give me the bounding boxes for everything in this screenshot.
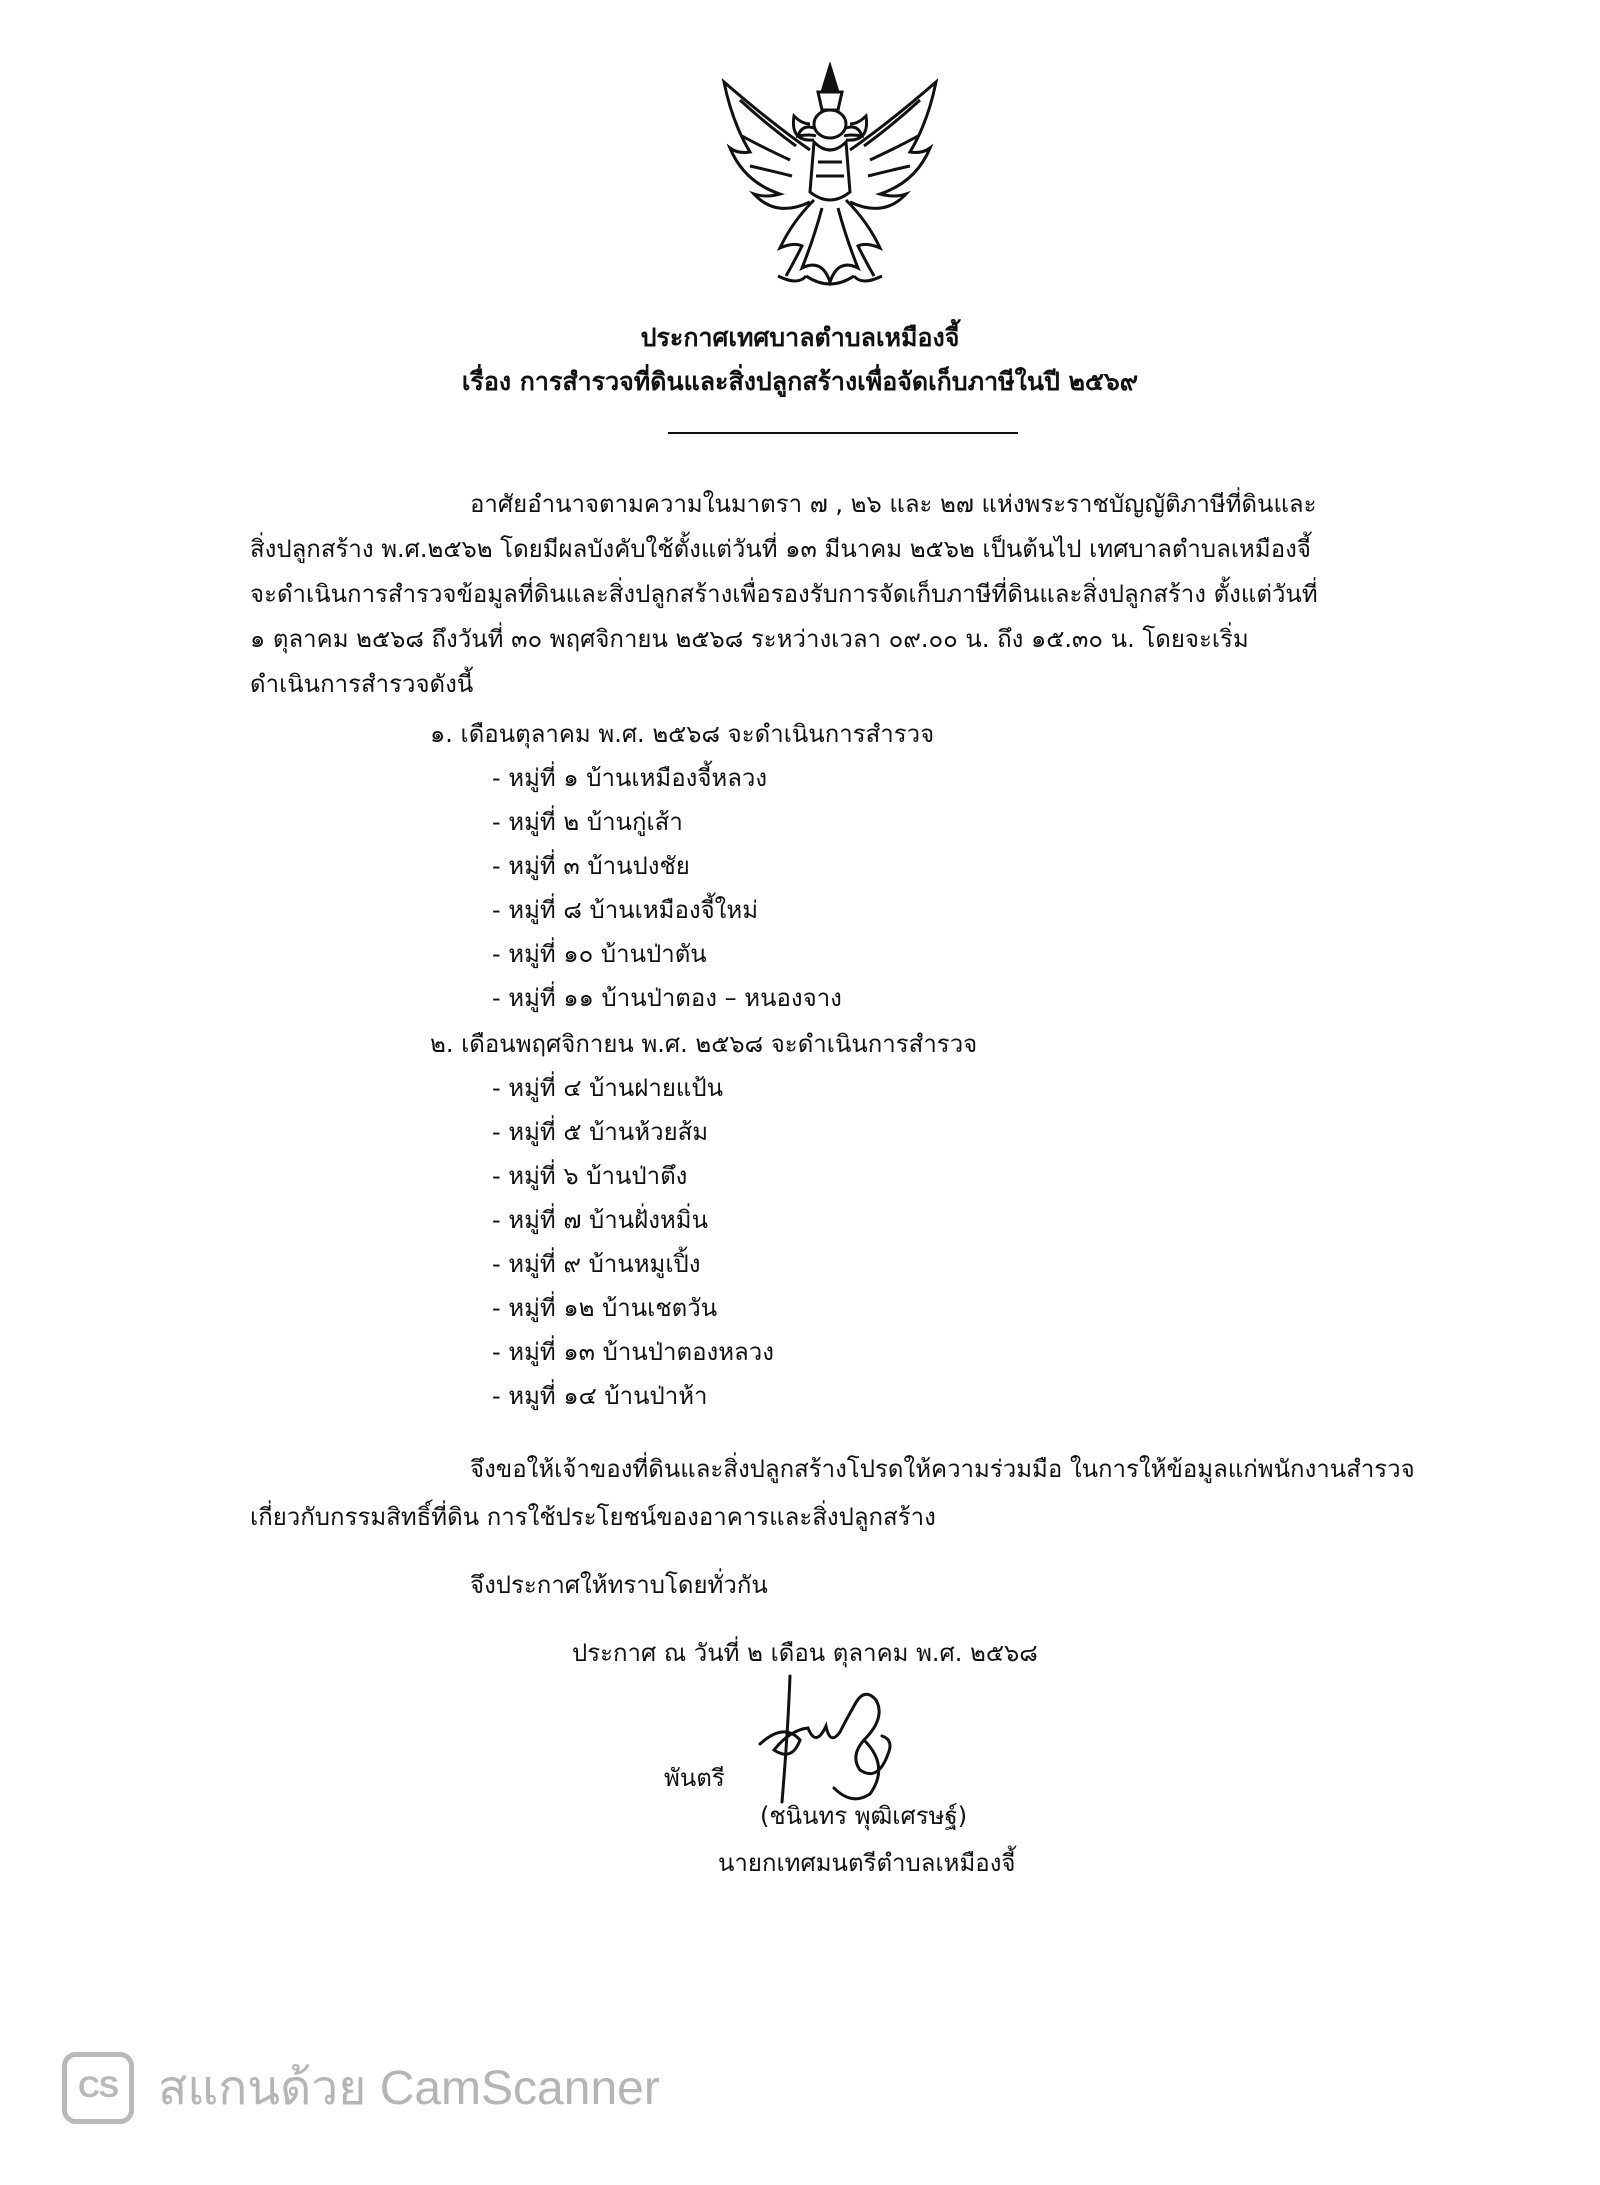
- village-list-item: - หมู่ที่ ๕ บ้านห้วยส้ม: [492, 1118, 709, 1146]
- intro-line: จะดำเนินการสำรวจข้อมูลที่ดินและสิ่งปลูกสร้างเพื่อรองรับการจัดเก็บภาษีที่ดินและสิ่งปลูกสร้าง ตั้งแต่วันที่: [250, 580, 1318, 608]
- intro-line: ๑ ตุลาคม ๒๕๖๘ ถึงวันที่ ๓๐ พฤศจิกายน ๒๕๖๘ ระหว่างเวลา ๐๙.๐๐ น. ถึง ๑๕.๓๐ น. โดยจะเริ่ม: [250, 625, 1249, 653]
- schedule-month-heading: ๒. เดือนพฤศจิกายน พ.ศ. ๒๕๖๘ จะดำเนินการสำรวจ: [430, 1030, 978, 1058]
- village-list-item: - หมู่ที่ ๑๑ บ้านป่าตอง – หนองจาง: [492, 984, 842, 1012]
- village-list-item: - หมู่ที่ ๑๐ บ้านป่าตัน: [492, 940, 707, 968]
- village-list-item: - หมู่ที่ ๑๒ บ้านเชตวัน: [492, 1294, 718, 1322]
- garuda-emblem-icon: [710, 62, 950, 297]
- village-list-item: - หมู่ที่ ๗ บ้านฝั่งหมิ่น: [492, 1206, 708, 1234]
- handwritten-signature: [730, 1670, 920, 1810]
- camscanner-watermark-text: สแกนด้วย CamScanner: [158, 2062, 660, 2115]
- signer-name: (ชนินทร พุฒิเศรษฐ์): [760, 1802, 968, 1830]
- village-list-item: - หมู่ที่ ๓ บ้านปงชัย: [492, 852, 690, 880]
- intro-line: ดำเนินการสำรวจดังนี้: [250, 670, 474, 698]
- village-list-item: - หมู่ที่ ๑๓ บ้านป่าตองหลวง: [492, 1338, 774, 1366]
- request-line: จึงขอให้เจ้าของที่ดินและสิ่งปลูกสร้างโปรดให้ความร่วมมือ ในการให้ข้อมูลแก่พนักงานสำรวจ: [470, 1455, 1415, 1483]
- schedule-month-heading: ๑. เดือนตุลาคม พ.ศ. ๒๕๖๘ จะดำเนินการสำรวจ: [430, 720, 935, 748]
- camscanner-logo-icon: CS: [62, 2052, 134, 2124]
- village-list-item: - หมู่ที่ ๖ บ้านป่าตึง: [492, 1162, 688, 1190]
- village-list-item: - หมู่ที่ ๘ บ้านเหมืองจี้ใหม่: [492, 896, 759, 924]
- intro-line: อาศัยอำนาจตามความในมาตรา ๗ , ๒๖ และ ๒๗ แห่งพระราชบัญญัติภาษีที่ดินและ: [470, 490, 1317, 518]
- announcement-date: ประกาศ ณ วันที่ ๒ เดือน ตุลาคม พ.ศ. ๒๕๖๘: [572, 1639, 1038, 1667]
- camscanner-watermark: [62, 2052, 660, 2124]
- village-list-item: - หมู่ที่ ๑ บ้านเหมืองจี้หลวง: [492, 764, 768, 792]
- village-list-item: - หมู่ที่ ๙ บ้านหมูเปิ้ง: [492, 1250, 701, 1278]
- signer-rank: พันตรี: [664, 1764, 725, 1792]
- announcement-subject: เรื่อง การสำรวจที่ดินและสิ่งปลูกสร้างเพื่อจัดเก็บภาษีในปี ๒๕๖๙: [461, 367, 1139, 396]
- village-list-item: - หมู่ที่ ๔ บ้านฝายแป้น: [492, 1074, 723, 1102]
- intro-line: สิ่งปลูกสร้าง พ.ศ.๒๕๖๒ โดยมีผลบังคับใช้ตั้งแต่วันที่ ๑๓ มีนาคม ๒๕๖๒ เป็นต้นไป เทศบาลตำบลเหมืองจี้: [250, 535, 1311, 563]
- title-divider: [668, 432, 1018, 434]
- village-list-item: - หมู่ที่ ๒ บ้านกู่เส้า: [492, 808, 683, 836]
- request-line: เกี่ยวกับกรรมสิทธิ์ที่ดิน การใช้ประโยชน์ของอาคารและสิ่งปลูกสร้าง: [250, 1503, 936, 1531]
- village-list-item: - หมูที่ ๑๔ บ้านป่าห้า: [492, 1382, 708, 1410]
- closing-line: จึงประกาศให้ทราบโดยทั่วกัน: [470, 1571, 768, 1599]
- signer-position: นายกเทศมนตรีตำบลเหมืองจี้: [718, 1849, 1016, 1877]
- announcement-title: ประกาศเทศบาลตำบลเหมืองจี้: [640, 323, 960, 352]
